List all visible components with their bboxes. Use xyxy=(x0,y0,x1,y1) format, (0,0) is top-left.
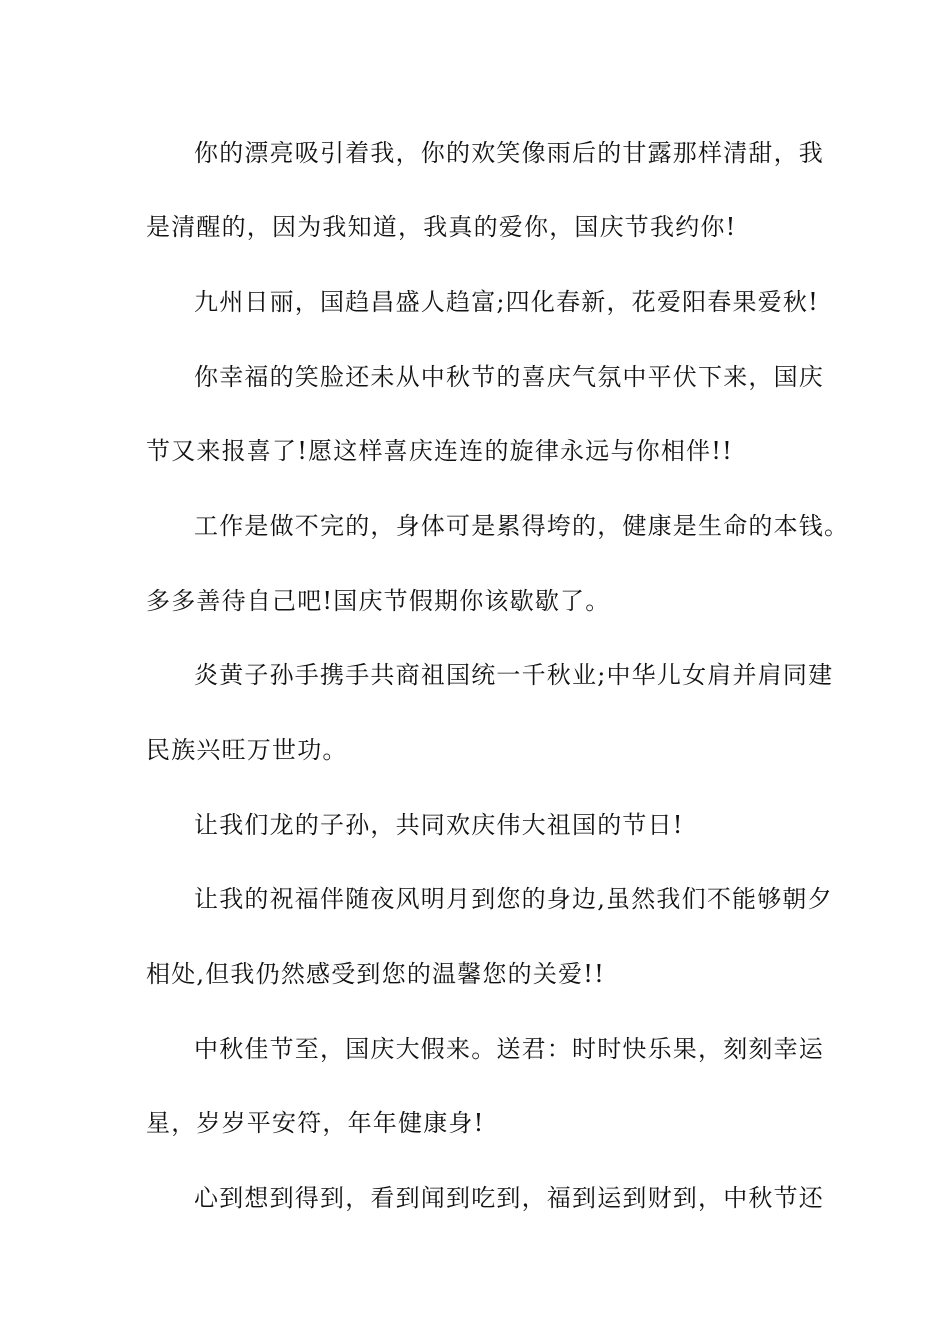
text-line: 你的漂亮吸引着我，你的欢笑像雨后的甘露那样清甜，我 xyxy=(194,139,824,167)
text-line: 相处,但我仍然感受到您的温馨您的关爱!! xyxy=(146,960,605,988)
text-line: 你幸福的笑脸还未从中秋节的喜庆气氛中平伏下来，国庆 xyxy=(194,363,824,391)
text-line: 是清醒的，因为我知道，我真的爱你，国庆节我约你! xyxy=(146,213,737,241)
text-line: 多多善待自己吧!国庆节假期你该歇歇了。 xyxy=(146,587,611,615)
text-line: 民族兴旺万世功。 xyxy=(146,736,348,764)
text-line: 让我们龙的子孙，共同欢庆伟大祖国的节日! xyxy=(194,811,684,839)
text-line: 心到想到得到，看到闻到吃到，福到运到财到，中秋节还 xyxy=(194,1184,824,1212)
text-line: 让我的祝福伴随夜风明月到您的身边,虽然我们不能够朝夕 xyxy=(194,885,833,913)
text-line: 炎黄子孙手携手共商祖国统一千秋业;中华儿女肩并肩同建 xyxy=(194,661,834,689)
text-line: 中秋佳节至，国庆大假来。送君：时时快乐果，刻刻幸运 xyxy=(194,1035,824,1063)
text-line: 星，岁岁平安符，年年健康身! xyxy=(146,1109,485,1137)
text-line: 九州日丽，国趋昌盛人趋富;四化春新，花爱阳春果爱秋! xyxy=(194,288,819,316)
text-line: 节又来报喜了!愿这样喜庆连连的旋律永远与你相伴!! xyxy=(146,437,733,465)
text-line: 工作是做不完的，身体可是累得垮的，健康是生命的本钱。 xyxy=(194,512,850,540)
